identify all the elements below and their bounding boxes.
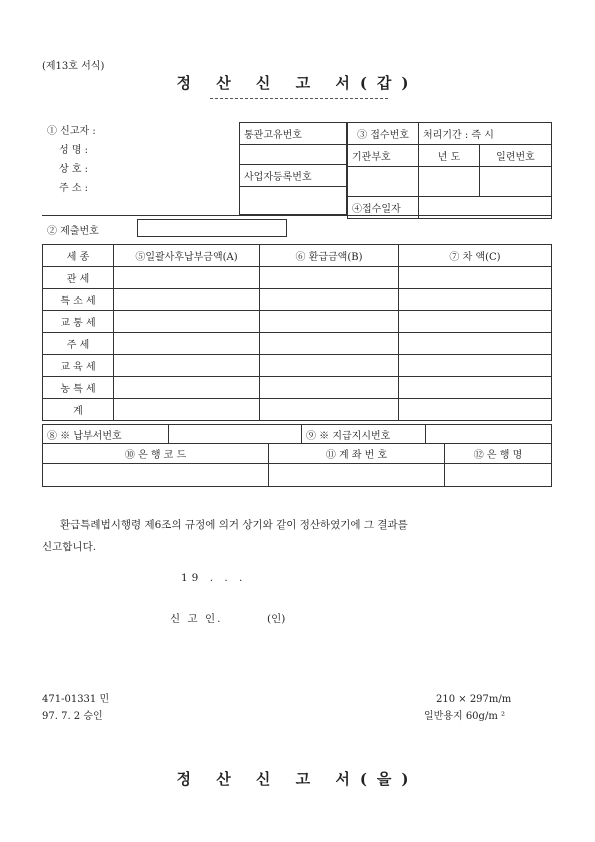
- declaration-line-1: 환급특례법시행령 제6조의 규정에 의거 상기와 같이 정산하였기에 그 결과를: [60, 519, 408, 531]
- serial-field[interactable]: [480, 167, 552, 197]
- cell-a[interactable]: [114, 289, 260, 311]
- title-divider: [210, 98, 388, 99]
- name-label: 성 명 :: [59, 145, 89, 156]
- cell-b[interactable]: [260, 289, 399, 311]
- refund-order-field[interactable]: [426, 425, 552, 444]
- cell-b[interactable]: [260, 399, 399, 421]
- processing-period-label: 처리기간 : 즉 시: [419, 123, 552, 145]
- cell-c[interactable]: [399, 399, 552, 421]
- table-row: [43, 399, 552, 421]
- applicant-info: [47, 122, 96, 198]
- row-label: 특 소 세: [43, 289, 114, 311]
- table-row: [43, 377, 552, 399]
- table-row: [43, 267, 552, 289]
- cell-c[interactable]: [399, 355, 552, 377]
- cell-a[interactable]: [114, 377, 260, 399]
- header-lump-sum: ⑤일괄사후납부금액(A): [114, 245, 260, 267]
- declaration-date: 19 . . .: [181, 572, 247, 584]
- cell-a[interactable]: [114, 311, 260, 333]
- year-label: 년 도: [419, 145, 480, 167]
- section-divider: [42, 215, 552, 216]
- receipt-box: [347, 122, 552, 219]
- header-tax-type: 세 종: [43, 245, 114, 267]
- account-no-label: ⑪ 계 좌 번 호: [269, 444, 445, 464]
- serial-label: 일련번호: [480, 145, 552, 167]
- header-refund: ⑥ 환급금액(B): [260, 245, 399, 267]
- row-label: 교 통 세: [43, 311, 114, 333]
- row-label: 관 세: [43, 267, 114, 289]
- applicant-label: ① 신고자 :: [47, 126, 96, 137]
- footer-approval: 97. 7. 2 승인: [42, 711, 103, 722]
- business-reg-label: 사업자등록번호: [240, 165, 347, 187]
- tax-table: [42, 244, 552, 421]
- year-field[interactable]: [419, 167, 480, 197]
- row-label-total: 계: [43, 399, 114, 421]
- bank-table: [42, 443, 552, 487]
- customs-id-field[interactable]: [240, 145, 347, 165]
- table-row: [43, 311, 552, 333]
- header-difference: ⑦ 차 액(C): [399, 245, 552, 267]
- row-label: 농 특 세: [43, 377, 114, 399]
- footer-left: [42, 691, 109, 725]
- cell-a[interactable]: [114, 333, 260, 355]
- customs-id-label: 통관고유번호: [240, 123, 347, 145]
- cell-c[interactable]: [399, 333, 552, 355]
- page-title: 정 산 신 고 서(갑): [176, 74, 419, 92]
- declaration-line-2: 신고합니다.: [42, 541, 97, 553]
- agency-code-field[interactable]: [348, 167, 419, 197]
- receipt-date-label: ④접수일자: [348, 197, 419, 219]
- cell-b[interactable]: [260, 333, 399, 355]
- signer-label: 신 고 인.: [170, 613, 223, 625]
- receipt-no-label: ③ 접수번호: [348, 123, 419, 145]
- cell-b[interactable]: [260, 311, 399, 333]
- table-row: [43, 355, 552, 377]
- declaration-text: [42, 514, 562, 558]
- submission-field[interactable]: [137, 219, 287, 237]
- cell-c[interactable]: [399, 311, 552, 333]
- form-number: (제13호 서식): [42, 61, 105, 72]
- footer-code: 471-01331 민: [42, 694, 110, 705]
- id-box: [239, 122, 347, 215]
- payment-no-field[interactable]: [169, 425, 302, 444]
- bank-name-label: ⑫ 은 행 명: [445, 444, 552, 464]
- submission-label: ② 제출번호: [47, 226, 99, 237]
- page2-title: 정 산 신 고 서(을): [176, 770, 419, 788]
- cell-a[interactable]: [114, 267, 260, 289]
- business-reg-field[interactable]: [240, 187, 347, 215]
- agency-code-label: 기관부호: [348, 145, 419, 167]
- footer-paper: 일반용지 60g/m ²: [424, 711, 505, 722]
- footer-size: 210 × 297m/m: [436, 694, 512, 705]
- account-no-field[interactable]: [269, 464, 445, 487]
- row-label: 교 육 세: [43, 355, 114, 377]
- bank-code-label: ⑩ 은 행 코 드: [43, 444, 269, 464]
- footer-right: [424, 691, 512, 725]
- address-label: 주 소 :: [59, 183, 89, 194]
- cell-b[interactable]: [260, 355, 399, 377]
- refund-order-label: ⑨ ※ 지급지시번호: [302, 425, 426, 444]
- cell-c[interactable]: [399, 289, 552, 311]
- cell-c[interactable]: [399, 377, 552, 399]
- row-label: 주 세: [43, 333, 114, 355]
- payment-no-label: ⑧ ※ 납부서번호: [43, 425, 169, 444]
- table-row: [43, 333, 552, 355]
- bank-code-field[interactable]: [43, 464, 269, 487]
- cell-c[interactable]: [399, 267, 552, 289]
- bank-name-field[interactable]: [445, 464, 552, 487]
- business-name-label: 상 호 :: [59, 164, 89, 175]
- cell-b[interactable]: [260, 377, 399, 399]
- cell-a[interactable]: [114, 355, 260, 377]
- seal-mark: (인): [267, 613, 286, 625]
- payment-table: [42, 424, 552, 444]
- cell-a[interactable]: [114, 399, 260, 421]
- cell-b[interactable]: [260, 267, 399, 289]
- table-row: [43, 289, 552, 311]
